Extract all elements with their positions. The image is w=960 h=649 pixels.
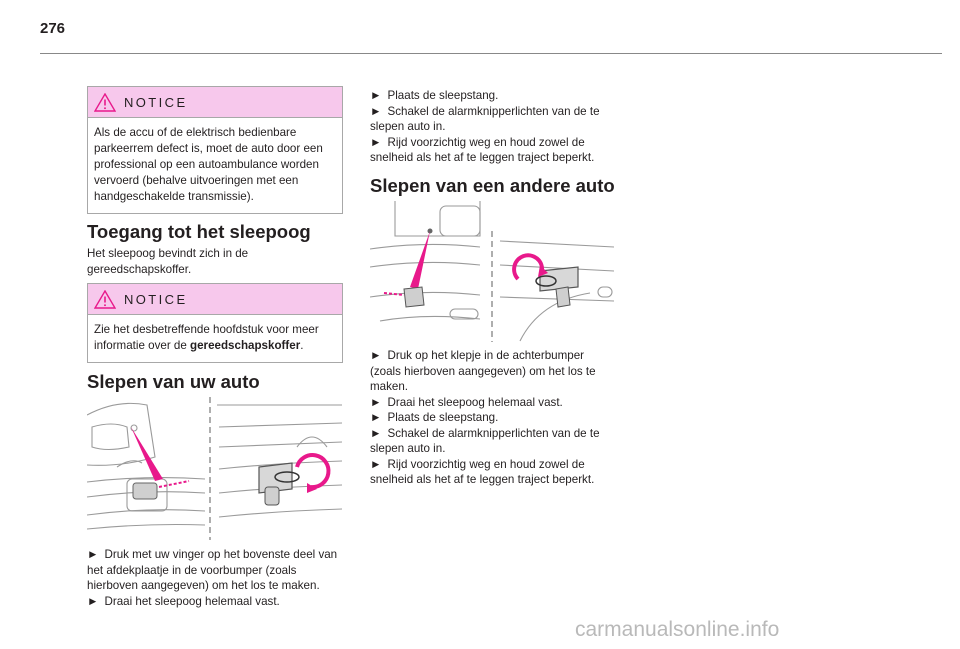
page-number: 276 xyxy=(40,20,66,37)
arrow-icon: ► xyxy=(370,411,382,424)
arrow-icon: ► xyxy=(87,548,99,561)
warning-icon xyxy=(94,290,116,309)
toolkit-link-text: gereedschapskoffer xyxy=(190,339,301,352)
section-title-tow-eye-access: Toegang tot het sleepoog xyxy=(87,221,311,242)
notice-header xyxy=(88,284,342,315)
step-item: ► Druk op het klepje in de achterbumper (zoals hierboven aangegeven) om het los te maken. xyxy=(370,349,596,393)
arrow-icon: ► xyxy=(370,457,382,471)
header-divider xyxy=(40,53,942,54)
towing-steps-continued xyxy=(370,88,610,166)
arrow-icon: ► xyxy=(370,426,382,440)
notice-header xyxy=(88,87,342,118)
notice-label: NOTICE xyxy=(124,94,188,110)
rear-bumper-illustration xyxy=(370,201,614,342)
step-item: ► Rijd voorzichtig weg en houd zowel de snelheid als het af te leggen traject beperkt. xyxy=(370,457,595,486)
step-item: ► Druk met uw vinger op het bovenste deel van het afdekplaatje in de voorbumper (zoals hierboven aangegeven) om het los te maken. xyxy=(87,548,338,592)
warning-icon xyxy=(94,93,116,112)
arrow-icon: ► xyxy=(370,89,382,102)
section-title-towing-another-car: Slepen van een andere auto xyxy=(370,175,615,196)
step-item: ► Draai het sleepoog helemaal vast. xyxy=(87,594,280,608)
watermark: carmanualsonline.info xyxy=(575,618,780,641)
step-item: ► Schakel de alarmknipperlichten van de te slepen auto in. xyxy=(370,426,600,455)
towing-your-car-steps xyxy=(87,547,343,609)
section-title-towing-your-car: Slepen van uw auto xyxy=(87,371,260,392)
towing-another-car-steps xyxy=(370,348,614,488)
step-item: ► Plaats de sleepstang. xyxy=(370,411,499,424)
step-item: ► Schakel de alarmknipperlichten van de te slepen auto in. xyxy=(370,104,600,133)
notice-text: Als de accu of de elektrisch bedienbare parkeerrem defect is, moet de auto door een professional op een autoambulance worden vervoerd (behalve uitvoeringen met een handgeschakelde transmissie). xyxy=(94,126,323,203)
step-item: ► Plaats de sleepstang. xyxy=(370,89,499,102)
notice-box-toolkit xyxy=(87,283,343,363)
step-item: ► Rijd voorzichtig weg en houd zowel de snelheid als het af te leggen traject beperkt. xyxy=(370,135,595,164)
front-bumper-illustration xyxy=(87,397,342,540)
notice-label: NOTICE xyxy=(124,291,188,307)
section-text-tow-eye-location: Het sleepoog bevindt zich in de gereedschapskoffer. xyxy=(87,247,249,276)
notice-text: Zie het desbetreffende hoofdstuk voor meer informatie over de gereedschapskoffer. xyxy=(94,323,319,352)
arrow-icon: ► xyxy=(87,594,99,608)
notice-box-battery xyxy=(87,86,343,214)
arrow-icon: ► xyxy=(370,349,382,362)
step-item: ► Draai het sleepoog helemaal vast. xyxy=(370,395,563,409)
arrow-icon: ► xyxy=(370,395,382,409)
arrow-icon: ► xyxy=(370,135,382,149)
arrow-icon: ► xyxy=(370,104,382,118)
